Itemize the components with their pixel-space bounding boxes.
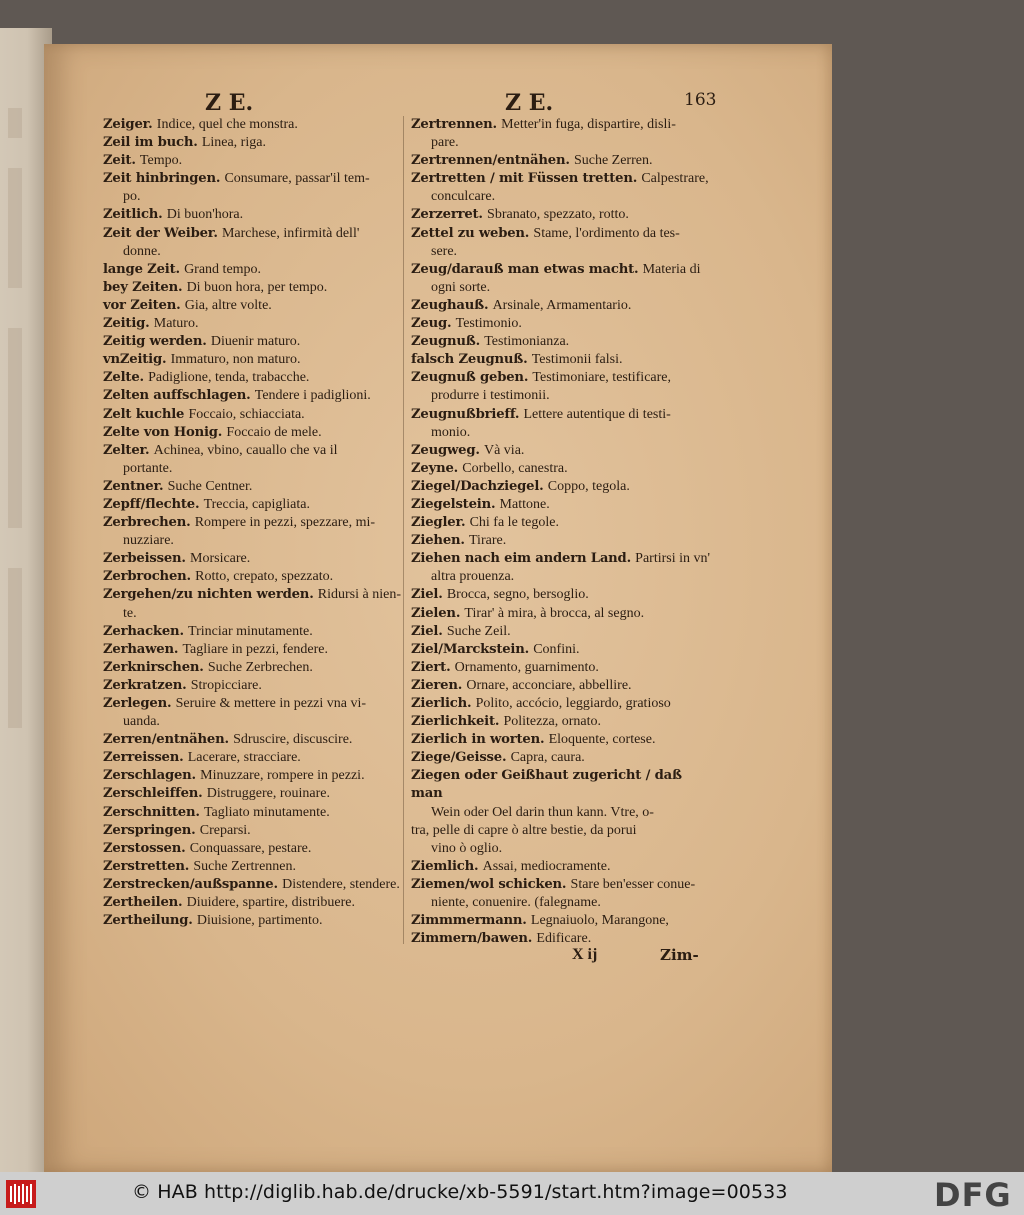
- dictionary-entry: [411, 206, 711, 224]
- entry-headword: Ziegler.: [411, 515, 466, 531]
- entry-translation: Sbranato, spezzato, rotto.: [487, 207, 629, 223]
- entry-translation: Rompere in pezzi, spezzare, mi-: [194, 515, 376, 531]
- dictionary-entry: [411, 460, 711, 478]
- entry-headword: Zeit der Weiber.: [103, 225, 218, 241]
- dictionary-entry: [411, 731, 711, 749]
- dictionary-entry: [411, 116, 711, 152]
- entry-translation: Testimonio.: [455, 316, 522, 332]
- entry-continuation: monio.: [431, 424, 471, 440]
- entry-continuation: po.: [123, 189, 141, 205]
- entry-continuation: altra prouenza.: [431, 569, 515, 585]
- entry-translation: Sdruscire, discuscire.: [233, 732, 353, 748]
- entry-translation: Partirsi in vn': [635, 551, 711, 567]
- entry-translation: Calpestrare,: [641, 171, 709, 187]
- entry-translation: Gia, altre volte.: [184, 297, 272, 313]
- entry-translation: Achinea, vbino, cauallo che va il: [153, 442, 338, 458]
- signature-mark: X ij: [572, 946, 598, 963]
- entry-translation: Eloquente, cortese.: [548, 732, 656, 748]
- entry-headword: Zerreissen.: [103, 750, 184, 766]
- entry-headword: Zettel zu weben.: [411, 225, 530, 241]
- entry-headword: Zelten auffschlagen.: [103, 388, 251, 404]
- dictionary-entry: [103, 261, 403, 279]
- dictionary-entry: [103, 550, 403, 568]
- entry-continuation: te.: [123, 605, 137, 621]
- entry-translation: Suche Zeil.: [446, 623, 511, 639]
- entry-headword: Zeughauß.: [411, 297, 489, 313]
- entry-headword: Zelt kuchle: [103, 406, 185, 422]
- entry-continuation: ogni sorte.: [431, 279, 491, 295]
- entry-headword: Zeugnuß.: [411, 334, 481, 350]
- entry-translation: Distruggere, rouinare.: [206, 786, 330, 802]
- dictionary-entry: [411, 623, 711, 641]
- entry-translation: Tirare.: [469, 533, 507, 549]
- entry-headword: Zerbeissen.: [103, 551, 186, 567]
- dictionary-entry: [103, 568, 403, 586]
- dictionary-entry: [103, 514, 403, 550]
- entry-headword: lange Zeit.: [103, 261, 180, 277]
- dictionary-entry: [411, 225, 711, 261]
- entry-headword: Ziemen/wol schicken.: [411, 876, 567, 892]
- entry-translation: Brocca, segno, bersoglio.: [446, 587, 589, 603]
- entry-translation: Tagliato minutamente.: [203, 804, 330, 820]
- dictionary-entry: [411, 333, 711, 351]
- dictionary-entry: [411, 496, 711, 514]
- dictionary-entry: [103, 767, 403, 785]
- dictionary-entry: [103, 912, 403, 930]
- entry-translation: Trinciar minutamente.: [188, 623, 313, 639]
- entry-headword: vor Zeiten.: [103, 297, 181, 313]
- entry-translation: Di buon'hora.: [166, 207, 244, 223]
- entry-translation: Stropicciare.: [190, 677, 262, 693]
- dictionary-entry: [103, 442, 403, 478]
- dictionary-entry: [411, 586, 711, 604]
- dictionary-entry: [103, 279, 403, 297]
- dictionary-entry: [411, 297, 711, 315]
- entry-headword: falsch Zeugnuß.: [411, 352, 528, 368]
- entry-headword: Zierlich.: [411, 696, 472, 711]
- entry-translation: Foccaio, schiacciata.: [188, 406, 305, 422]
- dictionary-entry: [103, 206, 403, 224]
- entry-translation: Coppo, tegola.: [547, 478, 630, 494]
- entry-translation: Rotto, crepato, spezzato.: [195, 569, 334, 585]
- entry-translation: Padiglione, tenda, trabacche.: [148, 370, 310, 386]
- entry-headword: Zelte.: [103, 370, 144, 386]
- entry-translation: Marchese, infirmità dell': [221, 225, 360, 241]
- entry-translation: Minuzzare, rompere in pezzi.: [200, 768, 365, 784]
- dictionary-entry: [411, 659, 711, 677]
- entry-headword: Ziel/Marckstein.: [411, 641, 530, 657]
- entry-translation: Suche Zerbrechen.: [207, 659, 313, 675]
- catchword: Zim-: [660, 946, 699, 964]
- entry-translation: Ornare, acconciare, abbellire.: [466, 677, 632, 693]
- entry-translation: Immaturo, non maturo.: [170, 352, 301, 368]
- dictionary-entry: [103, 894, 403, 912]
- entry-headword: Ziert.: [411, 659, 451, 675]
- entry-headword: Zierlich in worten.: [411, 732, 545, 748]
- entry-translation: Capra, caura.: [510, 750, 585, 766]
- dictionary-entry: [103, 695, 403, 731]
- dictionary-entry: [411, 315, 711, 333]
- dictionary-entry: [103, 659, 403, 677]
- dictionary-entry: [103, 351, 403, 369]
- dictionary-entry: [411, 912, 711, 930]
- dictionary-entry: [103, 749, 403, 767]
- dictionary-entry: [103, 333, 403, 351]
- entry-headword: Zertrennen.: [411, 117, 497, 132]
- dictionary-entry: [103, 623, 403, 641]
- footer-bar: [0, 1172, 1024, 1215]
- running-head-right: Z E.: [505, 90, 554, 116]
- entry-headword: Zerstretten.: [103, 858, 190, 874]
- entry-translation: Edificare.: [536, 931, 592, 947]
- entry-headword: Zerschleiffen.: [103, 786, 203, 802]
- copyright-url-text: © HAB http://diglib.hab.de/drucke/xb-5591/start.htm?image=00533: [132, 1181, 788, 1203]
- entry-translation: Conquassare, pestare.: [189, 840, 312, 856]
- dictionary-entry: [103, 387, 403, 405]
- entry-translation: Materia di: [642, 261, 701, 277]
- entry-translation: Và via.: [483, 442, 525, 458]
- dictionary-entry: [411, 677, 711, 695]
- entry-headword: Ziegen oder Geißhaut zugericht / daß man: [411, 768, 682, 802]
- entry-headword: Zimmern/bawen.: [411, 931, 533, 947]
- dictionary-entry: [103, 804, 403, 822]
- dictionary-entry: [103, 424, 403, 442]
- entry-headword: Zerschnitten.: [103, 804, 200, 820]
- entry-translation: Seruire & mettere in pezzi vna vi-: [175, 696, 367, 711]
- entry-translation: Suche Zertrennen.: [193, 858, 296, 874]
- dictionary-entry: [411, 532, 711, 550]
- entry-translation: Polito, accócio, leggiardo, gratioso: [475, 696, 671, 711]
- dictionary-entry: [103, 586, 403, 622]
- entry-headword: Zeiger.: [103, 117, 153, 132]
- entry-translation: Indice, quel che monstra.: [156, 117, 298, 132]
- dictionary-entry: [411, 605, 711, 623]
- entry-translation: Diuisione, partimento.: [196, 913, 323, 929]
- entry-translation: Diuidere, spartire, distribuere.: [186, 895, 355, 911]
- dictionary-entry: [103, 315, 403, 333]
- dictionary-entry: [103, 641, 403, 659]
- entry-translation: Tagliare in pezzi, fendere.: [182, 641, 328, 657]
- entry-translation: Consumare, passar'il tem-: [224, 171, 370, 187]
- entry-headword: Zeil im buch.: [103, 135, 198, 151]
- dictionary-entry: [103, 152, 403, 170]
- dictionary-entry: [411, 695, 711, 713]
- entry-headword: Zerzerret.: [411, 207, 483, 223]
- dictionary-entry: [103, 225, 403, 261]
- entry-translation: Diuenir maturo.: [210, 334, 301, 350]
- dictionary-entry: [103, 731, 403, 749]
- entry-headword: Zertheilung.: [103, 913, 193, 929]
- entry-translation: Testimoniare, testificare,: [532, 370, 671, 386]
- entry-translation: tra, pelle di capre ò altre bestie, da porui: [411, 822, 637, 838]
- entry-translation: Lacerare, stracciare.: [187, 750, 301, 766]
- dictionary-entry: [103, 496, 403, 514]
- entry-headword: Zierlichkeit.: [411, 714, 500, 730]
- entry-continuation: conculcare.: [431, 189, 496, 205]
- entry-headword: Zeit.: [103, 153, 136, 169]
- dictionary-entry: [103, 677, 403, 695]
- entry-headword: bey Zeiten.: [103, 279, 183, 295]
- entry-translation: Politezza, ornato.: [503, 714, 602, 730]
- entry-headword: Zeit hinbringen.: [103, 171, 221, 187]
- entry-translation: Legnaiuolo, Marangone,: [530, 913, 669, 929]
- entry-headword: Zeugnuß geben.: [411, 370, 529, 386]
- entry-translation: Distendere, stendere.: [282, 876, 400, 892]
- entry-translation: Corbello, canestra.: [462, 460, 568, 476]
- dictionary-entry: [411, 550, 711, 586]
- entry-headword: Zertretten / mit Füssen tretten.: [411, 171, 638, 187]
- dictionary-entry: [411, 152, 711, 170]
- dictionary-entry: [103, 478, 403, 496]
- entry-headword: Zertheilen.: [103, 895, 183, 911]
- entry-headword: Zimmmermann.: [411, 913, 527, 929]
- dictionary-entry: [411, 767, 711, 821]
- running-head-left: Z E.: [205, 90, 254, 116]
- entry-translation: Foccaio de mele.: [226, 424, 322, 440]
- entry-headword: Zelter.: [103, 442, 150, 458]
- entry-headword: Zeugweg.: [411, 442, 480, 458]
- entry-headword: Zerlegen.: [103, 696, 172, 711]
- entry-headword: Zerbrechen.: [103, 515, 191, 531]
- dictionary-entry: [411, 170, 711, 206]
- entry-headword: Zergehen/zu nichten werden.: [103, 587, 314, 603]
- entry-headword: Zentner.: [103, 478, 164, 494]
- entry-continuation: portante.: [123, 460, 173, 476]
- entry-translation: Testimonianza.: [484, 334, 570, 350]
- entry-continuation: niente, conuenire. (falegname.: [431, 895, 601, 911]
- entry-translation: Treccia, capigliata.: [203, 496, 310, 512]
- entry-headword: Ziegel/Dachziegel.: [411, 478, 544, 494]
- entry-headword: Ziehen nach eim andern Land.: [411, 551, 631, 567]
- dictionary-entry: [411, 822, 711, 858]
- dictionary-entry: [103, 406, 403, 424]
- entry-continuation: donne.: [123, 243, 161, 259]
- entry-translation: Mattone.: [499, 496, 550, 512]
- entry-continuation: produrre i testimonii.: [431, 388, 550, 404]
- entry-translation: Assai, mediocramente.: [482, 858, 611, 874]
- entry-headword: Zerhacken.: [103, 623, 184, 639]
- dictionary-entry: [411, 858, 711, 876]
- entry-headword: Zerstossen.: [103, 840, 186, 856]
- entry-headword: Zerknirschen.: [103, 659, 204, 675]
- dictionary-entry: [411, 478, 711, 496]
- entry-headword: Ziegelstein.: [411, 496, 496, 512]
- dictionary-entry: [103, 116, 403, 134]
- dictionary-entry: [411, 641, 711, 659]
- entry-headword: Zeugnußbrieff.: [411, 406, 520, 422]
- dictionary-entry: [411, 442, 711, 460]
- entry-headword: Zepff/flechte.: [103, 496, 200, 512]
- left-column: [103, 116, 403, 930]
- entry-translation: Creparsi.: [199, 822, 251, 838]
- dictionary-entry: [103, 822, 403, 840]
- entry-translation: Suche Zerren.: [573, 153, 653, 169]
- dictionary-entry: [411, 369, 711, 405]
- entry-headword: Zerspringen.: [103, 822, 196, 838]
- entry-translation: Testimonii falsi.: [531, 352, 623, 368]
- entry-headword: Ziel.: [411, 587, 443, 603]
- entry-translation: Di buon hora, per tempo.: [186, 279, 328, 295]
- dictionary-entry: [411, 406, 711, 442]
- entry-headword: Zeitig werden.: [103, 334, 207, 350]
- entry-continuation: uanda.: [123, 714, 160, 730]
- dictionary-entry: [411, 351, 711, 369]
- dictionary-entry: [411, 713, 711, 731]
- dictionary-entry: [411, 876, 711, 912]
- entry-headword: Zeug.: [411, 316, 452, 332]
- entry-headword: Zeitlich.: [103, 207, 163, 223]
- entry-headword: Zerren/entnähen.: [103, 732, 229, 748]
- dictionary-entry: [103, 369, 403, 387]
- entry-translation: Lettere autentique di testi-: [523, 406, 671, 422]
- entry-translation: Tendere i padiglioni.: [254, 388, 371, 404]
- entry-translation: Suche Centner.: [167, 478, 253, 494]
- entry-headword: Zeitig.: [103, 316, 150, 332]
- entry-headword: Ziel.: [411, 623, 443, 639]
- entry-translation: Stame, l'ordimento da tes-: [533, 225, 680, 241]
- hab-logo-icon: [6, 1180, 36, 1208]
- entry-translation: Tempo.: [139, 153, 183, 169]
- entry-translation: Grand tempo.: [184, 261, 262, 277]
- dfg-logo: DFG: [934, 1176, 1012, 1214]
- column-divider: [403, 116, 404, 944]
- entry-continuation: vino ò oglio.: [431, 840, 503, 856]
- dictionary-entry: [103, 134, 403, 152]
- dictionary-entry: [103, 297, 403, 315]
- entry-translation: Morsicare.: [190, 551, 251, 567]
- dictionary-entry: [103, 858, 403, 876]
- dictionary-entry: [103, 785, 403, 803]
- entry-translation: Maturo.: [153, 316, 199, 332]
- entry-headword: Zeyne.: [411, 460, 459, 476]
- entry-continuation: pare.: [431, 135, 459, 151]
- entry-continuation: Wein oder Oel darin thun kann. Vtre, o-: [431, 804, 654, 820]
- page-number: 163: [684, 90, 717, 110]
- entry-translation: Tirar' à mira, à brocca, al segno.: [464, 605, 645, 621]
- entry-headword: Zerbrochen.: [103, 569, 191, 585]
- entry-headword: Zerstrecken/außspanne.: [103, 876, 278, 892]
- entry-translation: Ornamento, guarnimento.: [454, 659, 599, 675]
- dictionary-entry: [103, 840, 403, 858]
- dictionary-entry: [411, 514, 711, 532]
- entry-headword: Zerschlagen.: [103, 768, 196, 784]
- entry-headword: Ziege/Geisse.: [411, 750, 507, 766]
- entry-headword: Ziehen.: [411, 533, 465, 549]
- entry-headword: Zelte von Honig.: [103, 424, 223, 440]
- entry-translation: Linea, riga.: [201, 135, 266, 151]
- entry-translation: Arsinale, Armamentario.: [492, 297, 632, 313]
- entry-translation: Metter'in fuga, dispartire, disli-: [501, 117, 676, 132]
- entry-headword: Zieren.: [411, 677, 463, 693]
- entry-translation: Confini.: [533, 641, 580, 657]
- entry-translation: Ridursi à nien-: [317, 587, 402, 603]
- dictionary-entry: [411, 749, 711, 767]
- entry-headword: Ziemlich.: [411, 858, 479, 874]
- entry-continuation: nuzziare.: [123, 533, 174, 549]
- dictionary-entry: [103, 170, 403, 206]
- entry-translation: Chi fa le tegole.: [469, 515, 559, 531]
- entry-headword: vnZeitig.: [103, 352, 167, 368]
- entry-translation: Stare ben'esser conue-: [570, 876, 696, 892]
- entry-headword: Zerkratzen.: [103, 677, 187, 693]
- dictionary-entry: [411, 261, 711, 297]
- entry-headword: Zertrennen/entnähen.: [411, 153, 570, 169]
- entry-headword: Zeug/darauß man etwas macht.: [411, 261, 639, 277]
- right-column: [411, 116, 711, 948]
- entry-headword: Zerhawen.: [103, 641, 179, 657]
- dictionary-entry: [103, 876, 403, 894]
- entry-headword: Zielen.: [411, 605, 461, 621]
- entry-continuation: sere.: [431, 243, 458, 259]
